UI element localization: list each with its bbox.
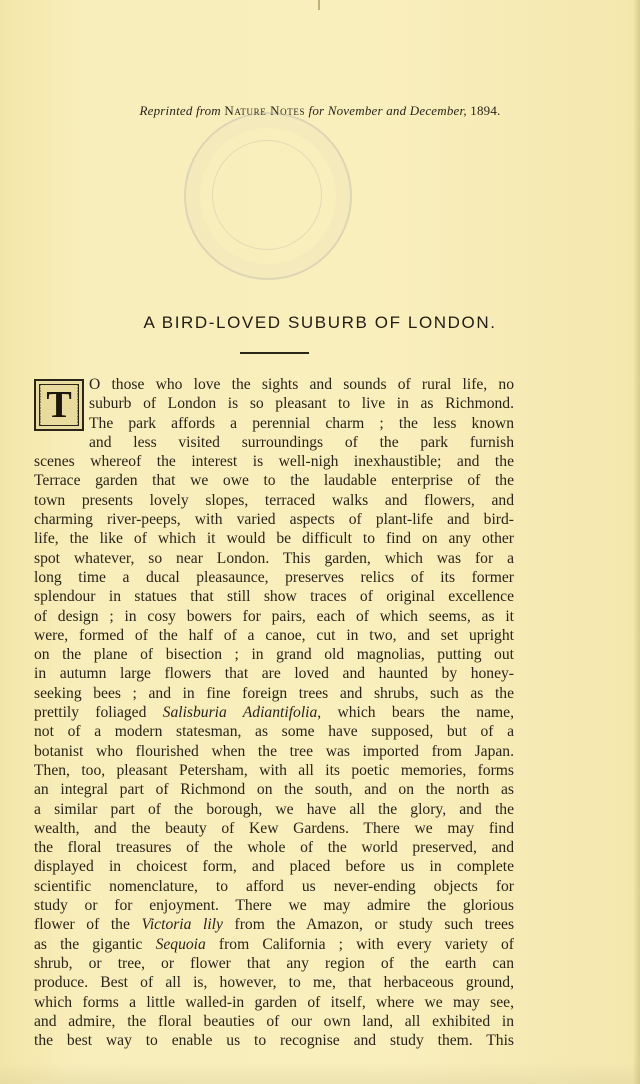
- body-line: an integral part of Richmond on the south, and on the north as: [34, 781, 514, 799]
- body-line: botanist who flourished when the tree was imported from Japan.: [34, 742, 514, 760]
- body-line: study or for enjoyment. There we may admire the glorious: [34, 897, 514, 915]
- body-line: prettily foliaged Salisburia Adiantifolia, which bears the name,: [34, 704, 514, 722]
- body-line: The park affords a perennial charm ; the less known: [89, 414, 514, 432]
- header-publication: Nature Notes: [224, 103, 306, 118]
- library-stamp: [184, 112, 352, 280]
- body-line: shrub, or tree, or flower that any region of the earth can: [34, 954, 514, 972]
- body-line: a similar part of the borough, we have all the glory, and the: [34, 800, 514, 818]
- body-line: scenes whereof the interest is well-nigh inexhaustible; and the: [34, 453, 514, 471]
- body-line: which forms a little walled-in garden of itself, where we may see,: [34, 993, 514, 1011]
- body-line: as the gigantic Sequoia from California ; with every variety of: [34, 935, 514, 953]
- body-line: spot whatever, so near London. This garden, which was for a: [34, 549, 514, 567]
- body-line: wealth, and the beauty of Kew Gardens. There we may find: [34, 819, 514, 837]
- body-line: scientific nomenclature, to afford us never-ending objects for: [34, 877, 514, 895]
- header-reprinted: Reprinted from: [139, 103, 221, 118]
- header-issue: for November and December,: [308, 103, 467, 118]
- body-line: produce. Best of all is, however, to me, that herbaceous ground,: [34, 974, 514, 992]
- article-body: [34, 375, 514, 1050]
- body-line: not of a modern statesman, as some have supposed, but of a: [34, 723, 514, 741]
- body-line: charming river-peeps, with varied aspects of plant-life and bird-: [34, 511, 514, 529]
- body-line: were, formed of the half of a canoe, cut in two, and set upright: [34, 626, 514, 644]
- page-bottom: [0, 1062, 640, 1084]
- header-year: 1894.: [470, 103, 501, 118]
- body-line: O those who love the sights and sounds of rural life, no: [89, 376, 514, 393]
- body-line: town presents lovely slopes, terraced walks and flowers, and: [34, 491, 514, 509]
- body-line: seeking bees ; and in fine foreign trees and shrubs, such as the: [34, 684, 514, 702]
- library-stamp-inner: [212, 140, 322, 250]
- body-line: of design ; in cosy bowers for pairs, each of which seems, as it: [34, 607, 514, 625]
- article-title: A BIRD-LOVED SUBURB OF LONDON.: [143, 313, 497, 332]
- title-rule: [240, 352, 309, 354]
- body-line: Terrace garden that we owe to the laudable enterprise of the: [34, 472, 514, 490]
- body-line: suburb of London is so pleasant to live in as Richmond.: [89, 395, 514, 413]
- body-line: flower of the Victoria lily from the Amazon, or study such trees: [34, 916, 515, 934]
- body-line: and less visited surroundings of the park furnish: [89, 433, 514, 451]
- body-line: on the plane of bisection ; in grand old magnolias, putting out: [34, 646, 514, 664]
- page-mark: [318, 0, 320, 10]
- body-line: splendour in statues that still show traces of original excellence: [34, 588, 514, 606]
- body-line: and admire, the floral beauties of our own land, all exhibited in: [34, 1012, 514, 1030]
- body-line: displayed in choicest form, and placed before us in complete: [34, 858, 514, 876]
- drop-cap-letter: T: [41, 385, 76, 425]
- body-line: the floral treasures of the whole of the world preserved, and: [34, 839, 514, 857]
- body-line: Then, too, pleasant Petersham, with all its poetic memories, forms: [34, 761, 514, 779]
- body-line: the best way to enable us to recognise and study them. This: [34, 1032, 514, 1050]
- body-line: long time a ducal pleasaunce, preserves relics of its former: [34, 568, 514, 586]
- body-line: life, the like of which it would be difficult to find on any other: [34, 530, 514, 548]
- reprint-header: [0, 103, 640, 119]
- body-line: in autumn large flowers that are loved and haunted by honey-: [34, 665, 514, 683]
- page-edge: [634, 0, 640, 1084]
